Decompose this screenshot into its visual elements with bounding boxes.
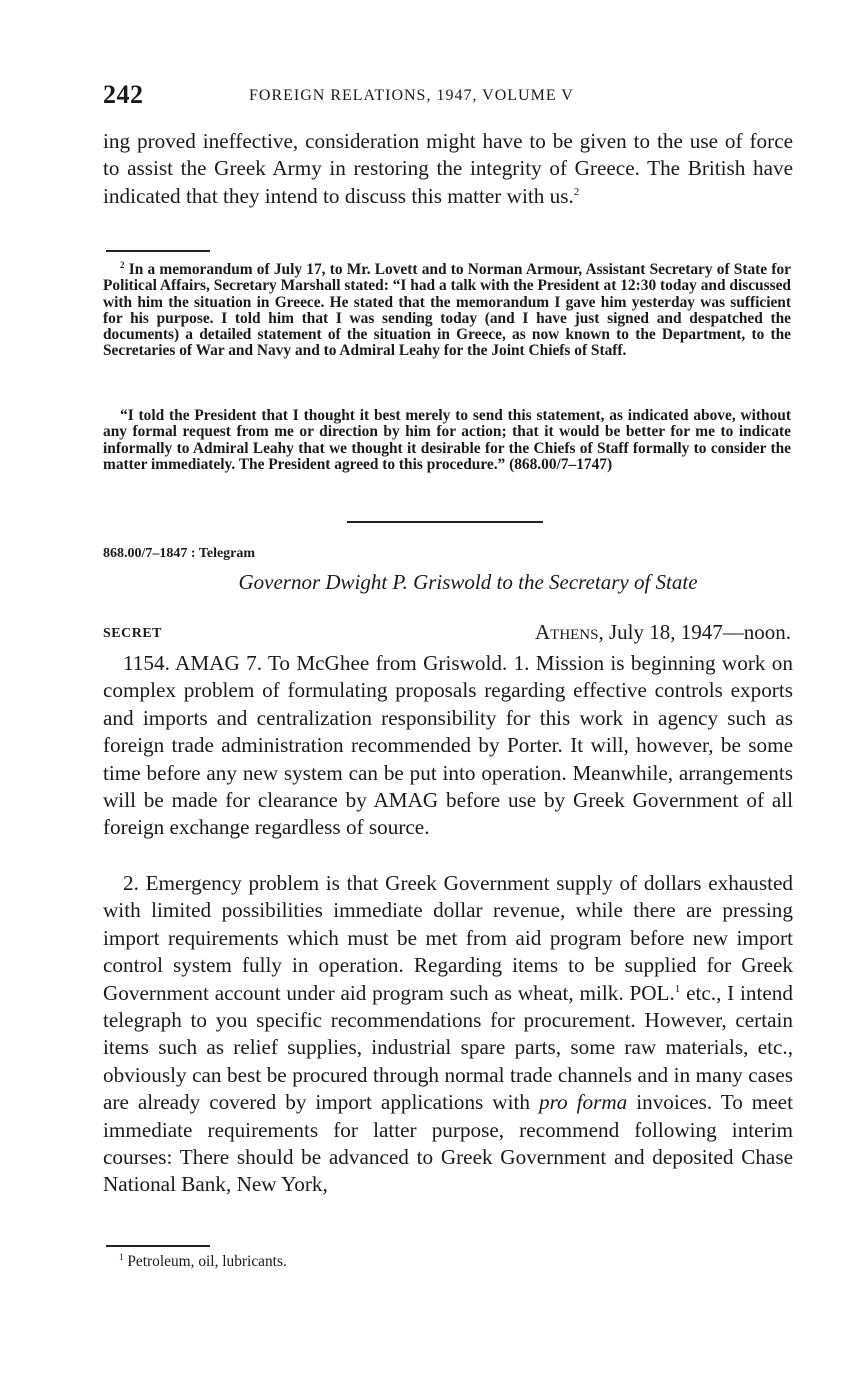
- section-divider: [347, 521, 543, 523]
- footnote-rule: [106, 250, 210, 252]
- footnote-1: [119, 1253, 287, 1271]
- dateline-place: Athens: [534, 620, 599, 644]
- telegram-paragraph-2: [103, 870, 793, 1199]
- footnote-rule-bottom: [106, 1245, 210, 1247]
- telegram-paragraph-2-part-2: etc., I intend telegraph to you specific recommendations for procurement. However, certain items such as relief supplies, industrial spare parts, some raw materials, etc., obviously can best be procured through normal trade channels and in many cases are already covered by import applications with: [103, 980, 793, 1115]
- dateline-date: , July 18, 1947—noon.: [598, 620, 791, 644]
- telegram-paragraph-2-part-1: 2. Emergency problem is that Greek Government supply of dollars exhausted with limited possibilities immediate dollar revenue, while there are pressing import requirements which must be met from aid program before new import control system fully in operation. Regarding items to be supplied for Greek Government account under aid program such as wheat, milk. POL.: [103, 871, 793, 1005]
- document-title: Governor Dwight P. Griswold to the Secretary of State: [238, 570, 698, 594]
- telegram-paragraph-1: [103, 650, 793, 842]
- page-header: [103, 80, 793, 112]
- footnote-2-marker: 2: [120, 259, 125, 270]
- classification-label: SECRET: [103, 626, 163, 641]
- telegram-paragraph-1-text: 1154. AMAG 7. To McGhee from Griswold. 1. Mission is beginning work on complex problem of formulating proposals regarding effective controls exports and imports and centralization responsibility for this work in agency such as foreign trade administration recommended by Porter. It will, however, be some time before any new system can be put into operation. Meanwhile, arrangements will be made for clearance by AMAG before use by Greek Government of all foreign exchange regardless of source.: [103, 651, 793, 840]
- continued-paragraph-text: ing proved ineffective, consideration might have to be given to the use of force to assist the Greek Army in restoring the integrity of Greece. The British have indicated that they intend to discuss this matter with us.: [103, 129, 793, 208]
- footnote-1-marker: 1: [119, 1251, 124, 1262]
- page-number: 242: [103, 80, 144, 109]
- footnote-2-text-1: In a memorandum of July 17, to Mr. Lovett and to Norman Armour, Assistant Secretary of State for Political Affairs, Secretary Marshall stated: “I had a talk with the President at 12:30 today and discussed with him the situation in Greece. He stated that the memorandum I gave him yesterday was sufficient for his purpose. I told him that I was sending today (and I have just signed and despatched the documents) a detailed statement of the situation in Greece, as now known to the Department, to the Secretaries of War and Navy and to Admiral Leahy for the Joint Chiefs of Staff.: [103, 261, 791, 360]
- italic-phrase: pro forma: [538, 1090, 628, 1115]
- running-head: FOREIGN RELATIONS, 1947, VOLUME V: [249, 87, 574, 104]
- footnote-2-text-2: “I told the President that I thought it best merely to send this statement, as indicated above, without any formal request from me or direction by him for action; that it would be better for me to indicate informally to Admiral Leahy that we thought it desirable for the Chiefs of Staff formally to consider the matter immediately. The President agreed to this procedure.” (868.00/7–1747): [103, 407, 791, 473]
- footnote-reference-1: 1: [674, 982, 681, 995]
- footnote-2-paragraph-1: [103, 259, 791, 360]
- continued-paragraph: [103, 128, 793, 210]
- footnote-1-text: Petroleum, oil, lubricants.: [127, 1253, 287, 1270]
- footnote-2-paragraph-2: [103, 408, 791, 473]
- dateline: [535, 620, 791, 645]
- telegram-paragraph-2-part-3: invoices. To meet immediate requirements for latter purpose, recommend following interim courses: There should be advanced to Greek Government and deposited Chase National Bank, New York,: [103, 1090, 793, 1197]
- footnote-reference-2: 2: [573, 185, 580, 198]
- document-file-reference: 868.00/7–1847 : Telegram: [103, 546, 256, 561]
